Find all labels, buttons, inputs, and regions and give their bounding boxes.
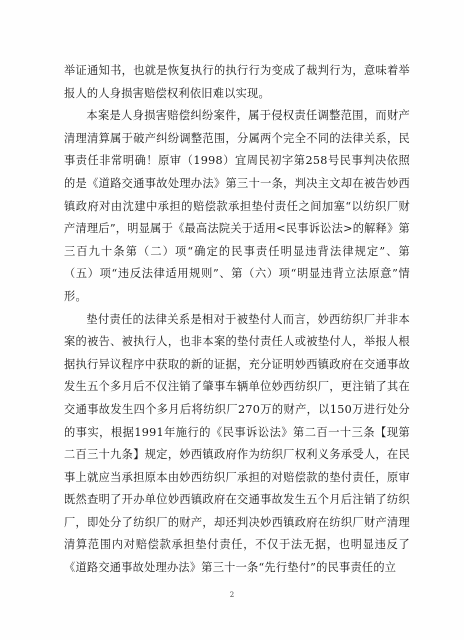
document-body: [64, 60, 410, 580]
paragraph-case-nature: 本案是人身损害赔偿纠纷案件，属于侵权责任调整范围，而财产清理清算属于破产纠纷调整范围，分属两个完全不同的法律关系，民事责任非常明确！原审（1998）宜周民初字第258号民事判决依照的是《道路交通事故处理办法》第三十一条，判决主文却在被告妙西镇政府对由沈建中承担的赔偿款承担垫付责任之间加塞“以纺织厂财产清理后”，明显属于《最高法院关于适用<民事诉讼法>的解释》第三百九十条第（二）项“确定的民事责任明显违背法律规定”、第（五）项“违反法律适用规则”、第（六）项“明显违背立法原意”情形。: [64, 109, 410, 303]
page-number: 2: [229, 591, 235, 599]
paragraph-continuation: 举证通知书，也就是恢复执行的执行行为变成了裁判行为，意味着举报人的人身损害赔偿权利依旧难以实现。: [64, 64, 410, 100]
paragraph-advance-liability: 垫付责任的法律关系是相对于被垫付人而言，妙西纺织厂并非本案的被告、被执行人，也非本案的垫付责任人或被垫付人，举报人根据执行异议程序中获取的新的证据，充分证明妙西镇政府在交通事故发生五个多月后不仅注销了肇事车辆单位妙西纺织厂，更注销了其在交通事故发生四个多月后将纺织厂270万的财产，以150万进行处分的事实，根据1991年施行的《民事诉讼法》第二百一十三条【现第二百三十九条】规定，妙西镇政府作为纺织厂权利义务承受人，在民事上就应当承担原本由妙西纺织厂承担的对赔偿款的垫付责任，原审既然查明了开办单位妙西镇政府在交通事故发生五个月后注销了纺织厂，即处分了纺织厂的财产，却还判决妙西镇政府在纺织厂财产清理清算范围内对赔偿款承担垫付责任，不仅于法无据，也明显违反了《道路交通事故处理办法》第三十一条“先行垫付”的民事责任的立: [64, 312, 410, 575]
